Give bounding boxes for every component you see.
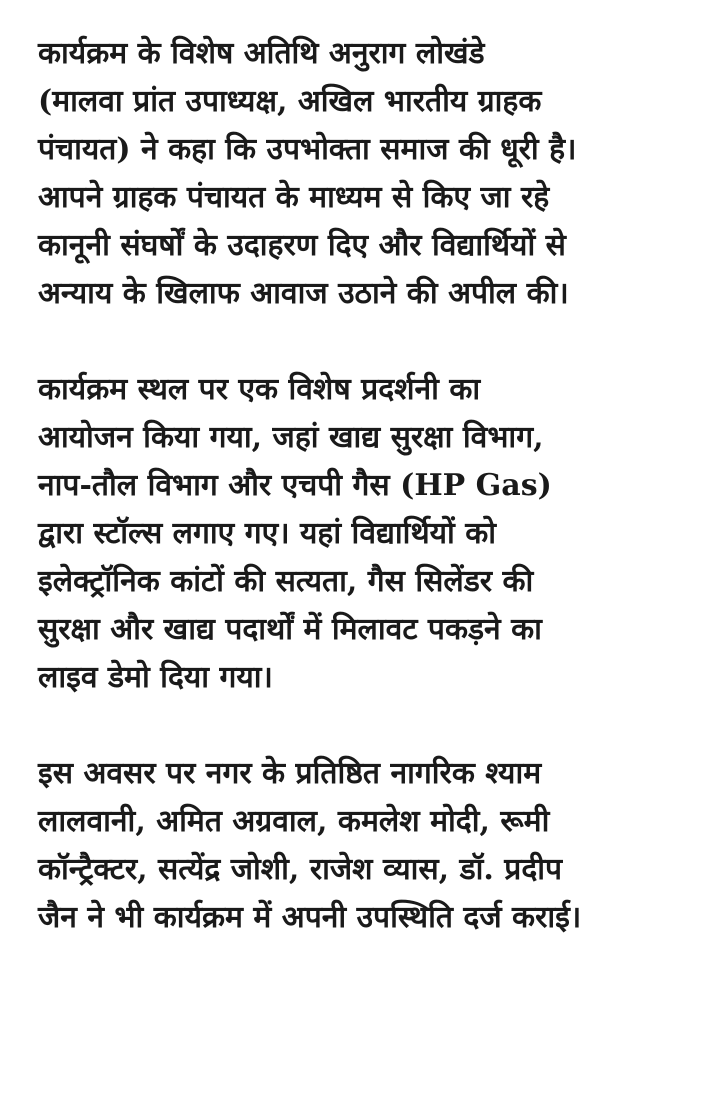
text-line: कानूनी संघर्षों के उदाहरण दिए और विद्यार्थियों से	[38, 228, 566, 263]
text-line: कॉन्ट्रैक्टर, सत्येंद्र जोशी, राजेश व्यास, डॉ. प्रदीप	[38, 852, 563, 887]
text-line: लालवानी, अमित अग्रवाल, कमलेश मोदी, रूमी	[38, 804, 550, 839]
text-line: सुरक्षा और खाद्य पदार्थों में मिलावट पकड़ने का	[38, 612, 542, 647]
text-line: पंचायत) ने कहा कि उपभोक्ता समाज की धूरी है।	[38, 132, 577, 167]
text-line: इस अवसर पर नगर के प्रतिष्ठित नागरिक श्याम	[38, 756, 542, 791]
text-line: (मालवा प्रांत उपाध्यक्ष, अखिल भारतीय ग्राहक	[38, 84, 542, 119]
text-line: कार्यक्रम स्थल पर एक विशेष प्रदर्शनी का	[38, 372, 481, 407]
text-line: इलेक्ट्रॉनिक कांटों की सत्यता, गैस सिलेंडर की	[38, 564, 534, 599]
text-line: कार्यक्रम के विशेष अतिथि अनुराग लोखंडे	[38, 36, 485, 71]
text-line: आपने ग्राहक पंचायत के माध्यम से किए जा रहे	[38, 180, 550, 215]
paragraph-guest-speech	[38, 30, 698, 318]
paragraph-exhibition	[38, 366, 698, 702]
text-line: लाइव डेमो दिया गया।	[38, 660, 273, 695]
article-body	[38, 30, 698, 942]
text-line: अन्याय के खिलाफ आवाज उठाने की अपील की।	[38, 276, 569, 311]
paragraph-attendees	[38, 750, 698, 942]
text-line: नाप-तौल विभाग और एचपी गैस (HP Gas)	[38, 468, 552, 503]
text-line: आयोजन किया गया, जहां खाद्य सुरक्षा विभाग,	[38, 420, 544, 455]
text-line: द्वारा स्टॉल्स लगाए गए। यहां विद्यार्थियों को	[38, 516, 497, 551]
text-line: जैन ने भी कार्यक्रम में अपनी उपस्थिति दर्ज कराई।	[38, 900, 582, 935]
